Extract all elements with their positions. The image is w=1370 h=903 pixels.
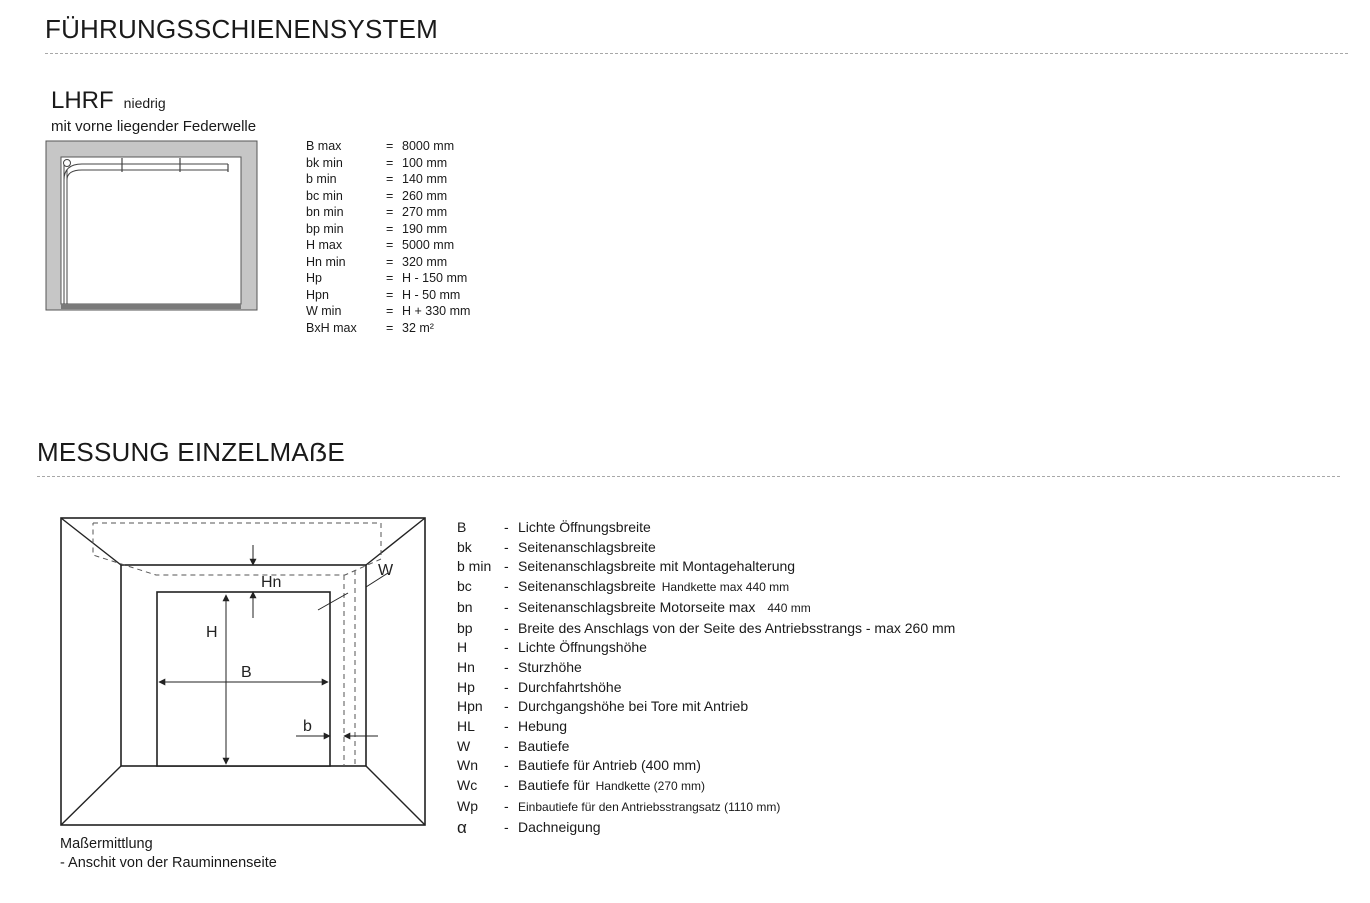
label-b-small: b <box>303 718 312 735</box>
label-h: H <box>206 624 218 641</box>
legend-item: bk - Seitenanschlagsbreite <box>457 538 656 555</box>
legend-list <box>457 518 955 837</box>
model-subtitle: niedrig <box>123 95 166 111</box>
label-hn: Hn <box>261 574 282 591</box>
spec-row: bc min = 260 mm <box>306 188 448 203</box>
caption-line-2: - Anschit von der Rauminnenseite <box>60 855 277 871</box>
lhrf-rail-diagram <box>44 140 260 313</box>
legend-item: B - Lichte Öffnungsbreite <box>457 519 651 535</box>
section-divider <box>45 53 1348 54</box>
legend-item: Hp - Durchfahrtshöhe <box>457 678 622 695</box>
diagram-caption <box>60 835 277 873</box>
spec-row: H max = 5000 mm <box>306 238 455 252</box>
legend-item: HL - Hebung <box>457 718 568 735</box>
spec-row: bn min = 270 mm <box>306 205 448 219</box>
model-description: mit vorne liegender Federwelle <box>51 118 257 135</box>
legend-item: bc - Seitenanschlagsbreite Handkette max 440 mm <box>457 578 790 595</box>
spec-row: b min = 140 mm <box>306 172 448 186</box>
section-title-measurement: MESSUNG EINZELMAẞE <box>37 437 345 467</box>
caption-line-1: Maßermittlung <box>60 836 153 852</box>
legend-item: α - Dachneigung <box>457 817 601 837</box>
legend-item: W - Bautiefe <box>457 737 570 754</box>
legend-item: Wp - Einbautiefe für den Antriebsstrangsatz (1110 mm) <box>457 797 781 814</box>
legend-item: Hn - Sturzhöhe <box>457 658 582 675</box>
spec-row: bk min = 100 mm <box>306 155 448 170</box>
legend-item: Hpn - Durchgangshöhe bei Tore mit Antrieb <box>457 698 749 715</box>
spec-row: BxH max = 32 m² <box>306 320 434 335</box>
legend-item: H - Lichte Öffnungshöhe <box>457 639 647 656</box>
legend-item: Wn - Bautiefe für Antrieb (400 mm) <box>457 757 701 774</box>
section-divider <box>37 476 1340 477</box>
spec-row: bp min = 190 mm <box>306 221 448 236</box>
legend-item: bp - Breite des Anschlags von der Seite des Antriebsstrangs - max 260 mm <box>457 619 956 636</box>
label-b: B <box>241 664 252 681</box>
legend-item: bn - Seitenanschlagsbreite Motorseite max 440 mm <box>457 598 811 615</box>
spec-row: B max = 8000 mm <box>306 139 455 153</box>
legend-item: Wc - Bautiefe für Handkette (270 mm) <box>457 777 705 794</box>
label-w: W <box>378 562 394 579</box>
measurement-diagram <box>58 515 430 830</box>
legend-item: b min - Seitenanschlagsbreite mit Montagehalterung <box>457 558 796 575</box>
spec-table <box>306 138 470 336</box>
spec-row: Hn min = 320 mm <box>306 254 448 269</box>
spec-row: W min = H + 330 mm <box>306 304 471 318</box>
model-heading <box>51 87 166 115</box>
model-code: LHRF <box>51 87 114 114</box>
section-title-guide-rail-system: FÜHRUNGSSCHIENENSYSTEM <box>45 14 438 44</box>
spec-row: Hp = H - 150 mm <box>306 271 468 285</box>
spec-row: Hpn = H - 50 mm <box>306 287 461 302</box>
